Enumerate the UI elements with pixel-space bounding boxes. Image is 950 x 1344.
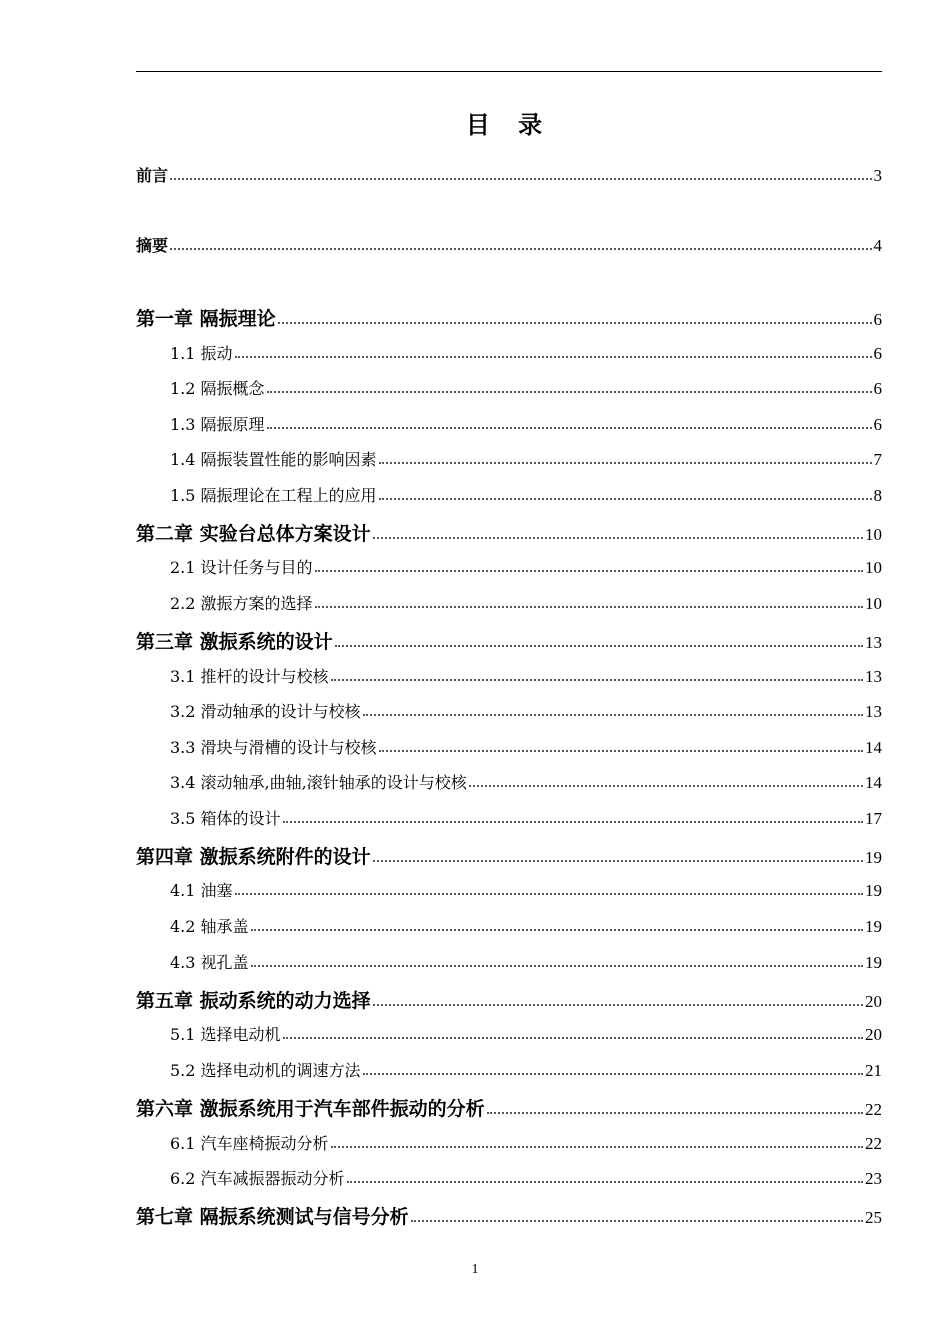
toc-entry-label: 第七章 隔振系统测试与信号分析 (136, 1206, 409, 1228)
toc-entry[interactable] (136, 233, 882, 256)
toc-section-entry[interactable] (170, 341, 882, 364)
toc-title: 目 录 (465, 111, 553, 139)
toc-section-entry[interactable] (170, 878, 882, 901)
toc-section-entry[interactable] (170, 1166, 882, 1189)
dot-leader (267, 427, 872, 429)
toc-chapter-entry[interactable] (136, 304, 882, 331)
toc-section-entry[interactable] (170, 735, 882, 758)
toc-entry-page: 21 (865, 1061, 882, 1080)
toc-entry-label: 3.5 箱体的设计 (170, 809, 281, 828)
toc-entry-page: 13 (865, 667, 882, 686)
toc-entry-page: 3 (873, 166, 882, 185)
toc-entry-page: 20 (865, 1025, 882, 1044)
dot-leader (170, 178, 871, 180)
toc-section-entry[interactable] (170, 1022, 882, 1045)
dot-leader (379, 750, 863, 752)
toc-entry-label: 6.1 汽车座椅振动分析 (170, 1134, 329, 1153)
toc-section-entry[interactable] (170, 770, 882, 793)
toc-entry-label: 4.2 轴承盖 (170, 917, 249, 936)
header-rule (136, 71, 882, 72)
toc-entry-page: 25 (865, 1208, 882, 1227)
toc-entry-page: 23 (865, 1169, 882, 1188)
toc-entry-page: 6 (873, 415, 882, 434)
page-number: 1 (471, 1262, 479, 1277)
toc-entry-label: 1.1 振动 (170, 344, 233, 363)
toc-entry-label: 3.3 滑块与滑槽的设计与校核 (170, 738, 377, 757)
toc-entry-label: 4.3 视孔盖 (170, 953, 249, 972)
toc-section-entry[interactable] (170, 664, 882, 687)
toc-entry-label: 2.2 激振方案的选择 (170, 594, 313, 613)
toc-entry-page: 10 (865, 594, 882, 613)
toc-entry-page: 6 (873, 344, 882, 363)
dot-leader (363, 1073, 863, 1075)
toc-entry-page: 10 (865, 525, 882, 544)
toc-entry-page: 13 (865, 702, 882, 721)
dot-leader (251, 929, 863, 931)
dot-leader (487, 1112, 863, 1114)
toc-entry-label: 4.1 油塞 (170, 881, 233, 900)
toc-entry-page: 13 (865, 633, 882, 652)
dot-leader (170, 248, 871, 250)
toc-entry-page: 7 (873, 450, 882, 469)
toc-chapter-entry[interactable] (136, 1094, 882, 1121)
dot-leader (373, 860, 863, 862)
toc-entry-label: 1.5 隔振理论在工程上的应用 (170, 486, 377, 505)
toc-chapter-entry[interactable] (136, 627, 882, 654)
toc-entry-page: 19 (865, 953, 882, 972)
toc-section-entry[interactable] (170, 483, 882, 506)
toc-entry-label: 6.2 汽车减振器振动分析 (170, 1169, 345, 1188)
dot-leader (373, 1004, 863, 1006)
toc-entry-page: 20 (865, 992, 882, 1011)
toc-section-entry[interactable] (170, 950, 882, 973)
toc-entry-label: 3.2 滑动轴承的设计与校核 (170, 702, 361, 721)
toc-entry-label: 前言 (136, 166, 169, 185)
toc-entry-label: 第四章 激振系统附件的设计 (136, 846, 371, 868)
dot-leader (283, 1037, 863, 1039)
toc-section-entry[interactable] (170, 412, 882, 435)
dot-leader (347, 1181, 863, 1183)
toc-entry-label: 5.1 选择电动机 (170, 1025, 281, 1044)
dot-leader (373, 537, 863, 539)
toc-section-entry[interactable] (170, 914, 882, 937)
toc-entry-label: 5.2 选择电动机的调速方法 (170, 1061, 361, 1080)
dot-leader (235, 356, 872, 358)
toc-entry[interactable] (136, 163, 882, 186)
toc-entry-page: 22 (865, 1134, 882, 1153)
toc-entry-label: 1.3 隔振原理 (170, 415, 265, 434)
toc-entry-label: 3.4 滚动轴承,曲轴,滚针轴承的设计与校核 (170, 773, 467, 792)
dot-leader (283, 821, 863, 823)
toc-section-entry[interactable] (170, 447, 882, 470)
toc-entry-page: 19 (865, 848, 882, 867)
dot-leader (379, 498, 872, 500)
dot-leader (315, 606, 863, 608)
dot-leader (278, 322, 872, 324)
dot-leader (235, 893, 863, 895)
toc-entry-page: 14 (865, 738, 882, 757)
toc-entry-page: 10 (865, 558, 882, 577)
toc-entry-label: 第五章 振动系统的动力选择 (136, 990, 371, 1012)
toc-section-entry[interactable] (170, 555, 882, 578)
toc-entry-page: 19 (865, 917, 882, 936)
toc-entry-page: 19 (865, 881, 882, 900)
toc-entry-label: 1.4 隔振装置性能的影响因素 (170, 450, 377, 469)
dot-leader (315, 570, 863, 572)
dot-leader (469, 785, 863, 787)
dot-leader (411, 1220, 863, 1222)
dot-leader (379, 462, 872, 464)
dot-leader (331, 1146, 863, 1148)
toc-entry-page: 14 (865, 773, 882, 792)
toc-section-entry[interactable] (170, 699, 882, 722)
toc-entry-label: 2.1 设计任务与目的 (170, 558, 313, 577)
toc-entry-label: 第六章 激振系统用于汽车部件振动的分析 (136, 1098, 485, 1120)
toc-entry-page: 6 (873, 310, 882, 329)
toc-entry-label: 第三章 激振系统的设计 (136, 631, 333, 653)
toc-entry-label: 第二章 实验台总体方案设计 (136, 523, 371, 545)
toc-entry-label: 第一章 隔振理论 (136, 308, 276, 330)
toc-section-entry[interactable] (170, 806, 882, 829)
toc-entry-page: 22 (865, 1100, 882, 1119)
toc-chapter-entry[interactable] (136, 519, 882, 546)
dot-leader (335, 645, 863, 647)
toc-section-entry[interactable] (170, 1131, 882, 1154)
dot-leader (267, 391, 872, 393)
toc-chapter-entry[interactable] (136, 842, 882, 869)
dot-leader (363, 714, 863, 716)
toc-entry-page: 4 (873, 236, 882, 255)
dot-leader (251, 965, 863, 967)
toc-entry-page: 17 (865, 809, 882, 828)
toc-entry-label: 摘要 (136, 236, 169, 255)
toc-entry-page: 6 (873, 379, 882, 398)
toc-chapter-entry[interactable] (136, 986, 882, 1013)
dot-leader (331, 679, 863, 681)
toc-entry-page: 8 (873, 486, 882, 505)
toc-section-entry[interactable] (170, 376, 882, 399)
toc-section-entry[interactable] (170, 591, 882, 614)
toc-chapter-entry[interactable] (136, 1202, 882, 1229)
toc-entry-label: 1.2 隔振概念 (170, 379, 265, 398)
toc-section-entry[interactable] (170, 1058, 882, 1081)
toc-entry-label: 3.1 推杆的设计与校核 (170, 667, 329, 686)
